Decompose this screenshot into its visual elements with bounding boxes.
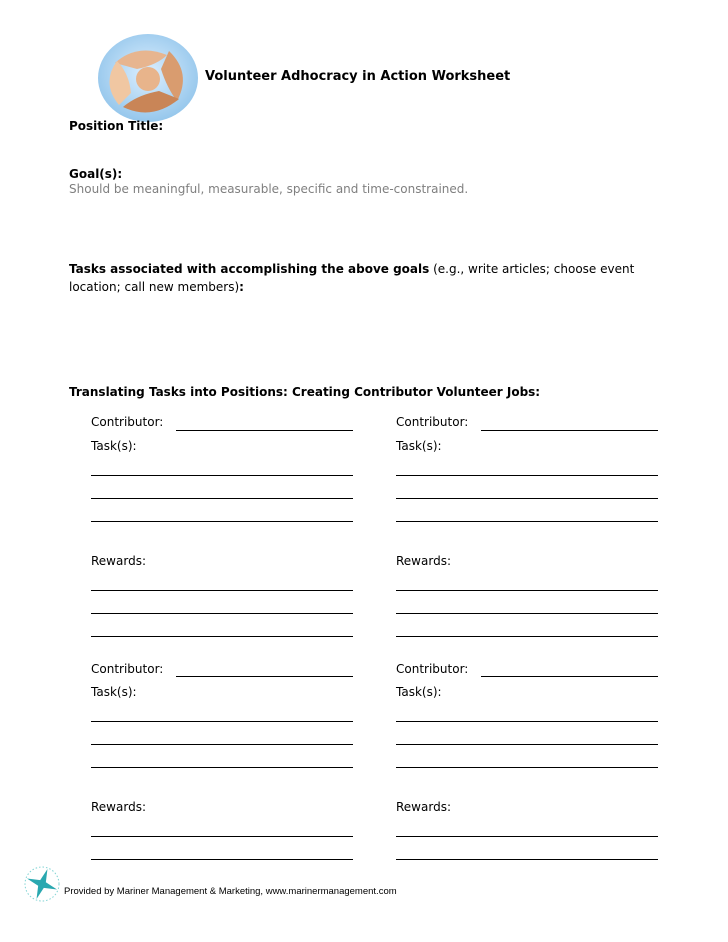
contributor-label: Contributor: <box>91 662 164 676</box>
task-line[interactable] <box>396 767 658 768</box>
task-line[interactable] <box>91 744 353 745</box>
tasks-label: Task(s): <box>91 685 137 699</box>
page-title: Volunteer Adhocracy in Action Worksheet <box>205 69 511 84</box>
reward-line[interactable] <box>396 590 658 591</box>
goals-label: Goal(s): <box>69 167 123 181</box>
reward-line[interactable] <box>396 836 658 837</box>
reward-line[interactable] <box>91 590 353 591</box>
tasks-label: Task(s): <box>396 685 442 699</box>
reward-line[interactable] <box>396 636 658 637</box>
task-line[interactable] <box>91 475 353 476</box>
tasks-label: Task(s): <box>91 439 137 453</box>
tasks-label: Task(s): <box>396 439 442 453</box>
task-line[interactable] <box>396 498 658 499</box>
position-title-label: Position Title: <box>69 119 164 133</box>
tasks-instruction-bold: Tasks associated with accomplishing the above goals <box>69 262 430 276</box>
footer-credit: Provided by Mariner Management & Marketing, www.marinermanagement.com <box>64 886 397 897</box>
translating-heading: Translating Tasks into Positions: Creating Contributor Volunteer Jobs: <box>69 385 541 399</box>
tasks-instruction <box>69 260 669 296</box>
compass-star-icon <box>22 864 62 904</box>
goals-hint: Should be meaningful, measurable, specific and time-constrained. <box>69 182 469 196</box>
hands-circle-icon <box>97 33 199 123</box>
task-line[interactable] <box>91 721 353 722</box>
contributor-line[interactable] <box>176 676 353 677</box>
reward-line[interactable] <box>91 859 353 860</box>
tasks-instruction-colon: : <box>239 280 244 294</box>
task-line[interactable] <box>91 521 353 522</box>
rewards-label: Rewards: <box>91 554 146 568</box>
rewards-label: Rewards: <box>396 800 451 814</box>
reward-line[interactable] <box>91 636 353 637</box>
task-line[interactable] <box>396 521 658 522</box>
contributor-label: Contributor: <box>91 415 164 429</box>
contributor-line[interactable] <box>176 430 353 431</box>
rewards-label: Rewards: <box>91 800 146 814</box>
rewards-label: Rewards: <box>396 554 451 568</box>
reward-line[interactable] <box>91 836 353 837</box>
contributor-label: Contributor: <box>396 415 469 429</box>
contributor-label: Contributor: <box>396 662 469 676</box>
reward-line[interactable] <box>396 859 658 860</box>
reward-line[interactable] <box>91 613 353 614</box>
task-line[interactable] <box>91 498 353 499</box>
task-line[interactable] <box>91 767 353 768</box>
tasks-instruction-example: (e.g., write articles; choose event location; call new members) <box>69 262 635 294</box>
reward-line[interactable] <box>396 613 658 614</box>
task-line[interactable] <box>396 475 658 476</box>
contributor-line[interactable] <box>481 676 658 677</box>
contributor-line[interactable] <box>481 430 658 431</box>
task-line[interactable] <box>396 744 658 745</box>
task-line[interactable] <box>396 721 658 722</box>
